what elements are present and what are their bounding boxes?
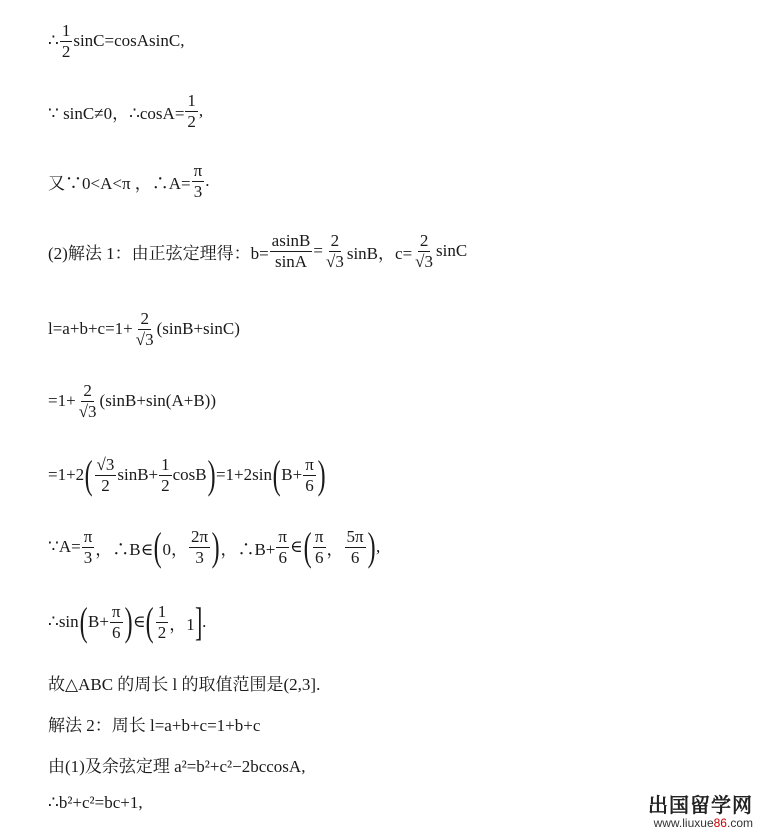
fraction	[270, 232, 313, 271]
text: 由(1)及余弦定理 a²=b²+c²−2bccosA,	[48, 757, 306, 776]
text: sinC=cosAsinC,	[73, 31, 185, 51]
fraction	[159, 456, 172, 495]
fraction	[345, 528, 366, 567]
numerator: 5π	[346, 526, 364, 546]
numerator: π	[314, 526, 324, 546]
element-of: ∈	[290, 537, 303, 556]
right-paren: )	[367, 524, 376, 569]
denominator: 6	[314, 547, 324, 567]
denominator: √3	[415, 251, 433, 271]
numerator: 2	[83, 381, 92, 400]
fraction	[276, 528, 289, 567]
text: ，	[326, 539, 344, 559]
denominator: 6	[305, 475, 314, 495]
line-12	[48, 752, 305, 777]
left-paren: (	[303, 524, 312, 569]
fraction	[303, 456, 316, 495]
text: B+	[87, 612, 109, 631]
numerator: 1	[187, 91, 196, 110]
text: sinC	[436, 241, 468, 261]
text: l=a+b+c=1+	[48, 319, 133, 339]
watermark-title: 出国留学网	[648, 793, 753, 817]
left-paren: (	[153, 524, 162, 569]
numerator: π	[193, 161, 203, 180]
text: B+	[281, 465, 303, 484]
numerator: 1	[161, 454, 170, 474]
text: (sinB+sinC)	[156, 319, 240, 339]
denominator: 2	[187, 111, 196, 131]
text: ,	[198, 101, 204, 121]
line-13	[48, 793, 143, 813]
text: 故△ABC 的周长 l 的取值范围是(2,3].	[48, 675, 321, 694]
left-paren: (	[84, 452, 93, 497]
numerator: π	[305, 454, 314, 474]
right-paren: )	[317, 452, 326, 497]
line-1	[48, 22, 184, 61]
fraction	[77, 382, 99, 421]
right-paren: )	[211, 524, 220, 569]
text: .	[205, 171, 210, 191]
left-paren: (	[146, 599, 155, 644]
text: sinB，c=	[346, 243, 413, 263]
denominator: √3	[135, 329, 154, 349]
denominator: √3	[326, 251, 344, 271]
right-bracket: ]	[194, 599, 203, 644]
left-paren: (	[272, 452, 281, 497]
line-8	[48, 524, 381, 569]
denominator: 2	[157, 622, 167, 642]
element-of: ∈	[132, 612, 146, 631]
text: ∴b²+c²=bc+1,	[48, 793, 143, 812]
line-5	[48, 310, 240, 349]
line-9	[48, 599, 207, 644]
text: 又∵0<A<π ，∴A=	[48, 173, 191, 193]
numerator: asinB	[271, 231, 311, 250]
denominator: 3	[193, 181, 203, 201]
watermark-url	[648, 816, 753, 830]
fraction	[192, 162, 205, 201]
denominator: 3	[83, 547, 93, 567]
right-paren: )	[124, 599, 133, 644]
text: ∴sin	[48, 612, 79, 631]
fraction	[156, 603, 169, 642]
denominator: sinA	[274, 251, 308, 271]
denominator: 3	[195, 547, 204, 567]
numerator: √3	[96, 454, 115, 474]
text: 0，	[162, 539, 189, 559]
denominator: 2	[101, 475, 110, 495]
watermark	[648, 789, 753, 830]
text: ，1	[169, 614, 195, 634]
line-2	[48, 92, 203, 131]
text: =1+2sin	[215, 465, 272, 484]
url-prefix: www.liuxue	[653, 816, 714, 830]
denominator: 6	[111, 622, 121, 642]
fraction	[185, 92, 198, 131]
fraction	[60, 22, 73, 61]
fraction	[82, 528, 95, 567]
fraction	[413, 232, 435, 271]
text: (2)解法 1：由正弦定理得：b=	[48, 243, 269, 263]
text: =	[313, 241, 323, 261]
url-suffix: .com	[726, 816, 753, 830]
denominator: 6	[278, 547, 287, 567]
numerator: π	[111, 601, 121, 621]
numerator: π	[278, 526, 287, 546]
numerator: 2	[330, 231, 340, 250]
numerator: 1	[157, 601, 167, 621]
denominator: 2	[61, 41, 71, 61]
fraction	[134, 310, 156, 349]
text: .	[202, 612, 207, 631]
numerator: π	[83, 526, 93, 546]
fraction	[189, 528, 210, 567]
text: cosB	[172, 465, 207, 484]
text: =1+2	[48, 465, 85, 484]
text: sinB+	[117, 465, 159, 484]
denominator: √3	[78, 401, 97, 421]
url-highlight: 86	[713, 816, 727, 830]
text: ∵A=	[48, 537, 81, 556]
line-11	[48, 711, 260, 736]
numerator: 2	[419, 231, 429, 250]
text: 解法 2：周长 l=a+b+c=1+b+c	[48, 716, 261, 735]
numerator: 2	[140, 309, 149, 328]
text: =1+	[48, 391, 76, 411]
denominator: 2	[161, 475, 170, 495]
denominator: 6	[350, 547, 360, 567]
line-7	[48, 452, 326, 497]
text: ,	[375, 537, 381, 556]
therefore-sign: ∴	[48, 31, 59, 51]
fraction	[313, 528, 326, 567]
fraction	[95, 456, 117, 495]
left-paren: (	[79, 599, 88, 644]
text: ，∴B+	[220, 539, 276, 559]
text: ，∴B∈	[95, 539, 154, 559]
fraction	[324, 232, 346, 271]
line-10	[48, 670, 320, 695]
text: (sinB+sin(A+B))	[99, 391, 216, 411]
numerator: 1	[61, 21, 71, 40]
right-paren: )	[207, 452, 216, 497]
numerator: 2π	[191, 526, 209, 546]
text: ∵ sinC≠0，∴cosA=	[48, 103, 185, 123]
line-3	[48, 162, 210, 201]
line-6	[48, 382, 216, 421]
line-4	[48, 232, 467, 271]
fraction	[110, 603, 123, 642]
